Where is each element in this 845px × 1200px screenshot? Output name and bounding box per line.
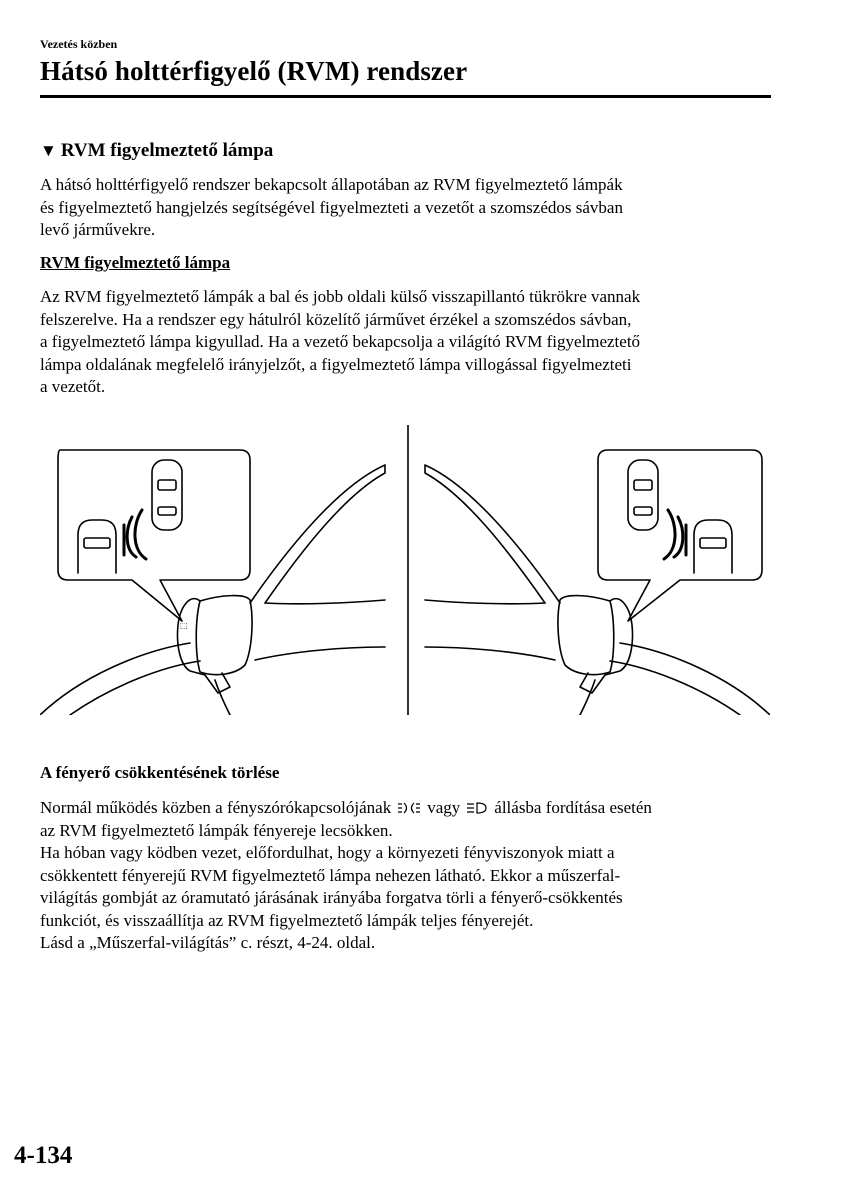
text-line: a vezetőt.	[40, 377, 106, 396]
warning-lamp-heading	[40, 140, 273, 162]
intro-paragraph	[40, 174, 770, 242]
text-line: Ha hóban vagy ködben vezet, előfordulhat, hogy a környezeti fényviszonyok miatt a	[40, 843, 615, 862]
dimming-heading: A fényerő csökkentésének törlése	[40, 763, 280, 782]
title-divider	[40, 95, 771, 98]
triangle-bullet-icon: ▼	[40, 141, 57, 160]
headlight-icon	[466, 801, 488, 815]
text-line: Az RVM figyelmeztető lámpák a bal és jobb oldali külső visszapillantó tükrökre vannak	[40, 287, 641, 306]
right-callout	[598, 450, 762, 621]
lamp-subheading: RVM figyelmeztető lámpa	[40, 253, 231, 272]
text-line: a figyelmeztető lámpa kigyullad. Ha a vezető bekapcsolja a világító RVM figyelmeztető	[40, 332, 641, 351]
section-label: Vezetés közben	[40, 37, 118, 51]
dimming-text-middle: vagy	[427, 798, 461, 817]
text-line: világítás gombját az óramutató járásának irányába forgatva törli a fényerő-csökkentés	[40, 888, 623, 907]
page-title: Hátsó holttérfigyelő (RVM) rendszer	[40, 56, 468, 86]
text-line: lámpa oldalának megfelelő irányjelzőt, a figyelmeztető lámpa villogással figyelmezteti	[40, 354, 632, 374]
page-number: 4-134	[14, 1142, 73, 1169]
lamp-paragraph	[40, 286, 770, 399]
dimming-paragraph	[40, 797, 770, 955]
dimming-text-before: Normál működés közben a fényszórókapcsolójának	[40, 798, 392, 817]
right-mirror	[558, 596, 633, 693]
text-line: csökkentett fényerejű RVM figyelmeztető lámpa nehezen látható. Ekkor a műszerfal-	[40, 865, 621, 885]
text-line: A hátsó holttérfigyelő rendszer bekapcsolt állapotában az RVM figyelmeztető lámpák	[40, 175, 623, 194]
text-line: funkciót, és visszaállítja az RVM figyelmeztető lámpák teljes fényerejét.	[40, 910, 534, 930]
left-callout	[58, 450, 250, 621]
text-line: Lásd a „Műszerfal-világítás” c. részt, 4-24. oldal.	[40, 933, 376, 952]
text-line: az RVM figyelmeztető lámpák fényereje lecsökken.	[40, 820, 393, 840]
text-line: és figyelmeztető hangjelzés segítségével figyelmezteti a vezetőt a szomszédos sávban	[40, 197, 623, 217]
parking-light-icon	[397, 801, 421, 815]
text-line	[40, 797, 770, 820]
text-line: felszerelve. Ha a rendszer egy hátulról közelítő járművet érzékel a szomszédos sávban,	[40, 309, 632, 329]
text-line: levő járművekre.	[40, 220, 156, 239]
mirror-illustration	[40, 425, 770, 715]
svg-text:⬚: ⬚	[180, 621, 188, 630]
warning-lamp-heading-text: RVM figyelmeztető lámpa	[60, 140, 274, 161]
dimming-text-after: állásba fordítása esetén	[494, 798, 652, 817]
left-mirror	[178, 596, 253, 693]
